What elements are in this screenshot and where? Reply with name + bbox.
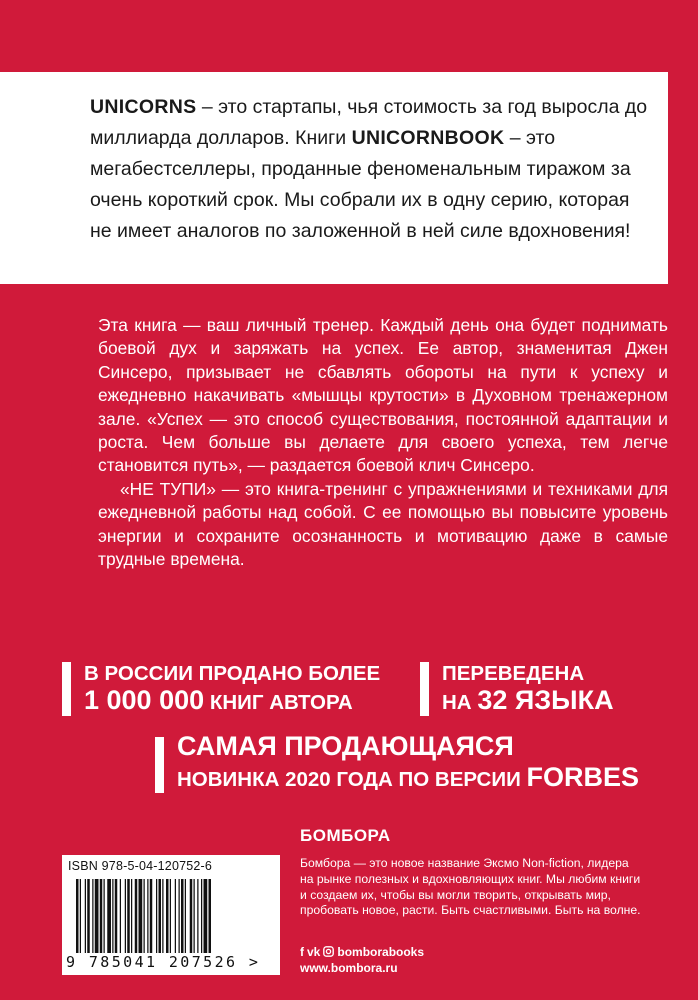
unicornbook-word: UNICORNBOOK bbox=[351, 127, 505, 149]
stat-translations: ПЕРЕВЕДЕНА НА 32 ЯЗЫКА bbox=[420, 660, 660, 720]
stat-bar bbox=[155, 737, 164, 793]
publisher-contacts bbox=[300, 944, 424, 976]
stat-russia-line1: В РОССИИ ПРОДАНО БОЛЕЕ bbox=[84, 662, 381, 685]
series-intro-text: UNICORNS – это стартапы, чья стоимость за год выросла до миллиарда долларов. Книги UNICORNBOOK – это мегабестселлеры, проданные феноменальным тиражом за очень короткий срок. Мы собрали их в одну серию, которая не имеет аналогов по заложенной в ней силе вдохновения! bbox=[90, 96, 648, 242]
publisher-description: Бомбора — это новое название Эксмо Non-fiction, лидера на рынке полезных и вдохновляющих книг. Мы любим книги и создаем их, чтобы вы могли творить, открывать мир, пробовать новое, расти. Быть счастливыми. Быть на волне. bbox=[300, 856, 641, 918]
stat-translated-line1: ПЕРЕВЕДЕНА bbox=[442, 662, 585, 685]
description-paragraph-1: Эта книга — ваш личный тренер. Каждый день она будет поднимать боевой дух и заряжать на успех. Ее автор, знаменитая Джен Синсеро, призывает не сбавлять обороты на пути к успеху и ежедневно накачивать «мышцы крутости» в Духовном тренажерном зале. «Успех — это способ существования, постоянной адаптации и роста. Чем больше вы делаете для своего успеха, тем легче становится путь», — раздается боевой клич Синсеро. bbox=[98, 315, 668, 476]
social-handle: bomborabooks bbox=[337, 945, 425, 959]
book-description bbox=[98, 314, 668, 571]
stat-russia-number: 1 000 000 bbox=[84, 685, 205, 715]
stat-bestseller-line1: САМАЯ ПРОДАЮЩАЯСЯ bbox=[177, 731, 514, 761]
website-link[interactable]: www.bombora.ru bbox=[300, 961, 398, 975]
isbn-label: ISBN 978-5-04-120752-6 bbox=[68, 859, 213, 873]
series-intro-panel bbox=[0, 72, 668, 284]
description-paragraph-2: «НЕ ТУПИ» — это книга-тренинг с упражнениями и техниками для ежедневной работы над собой. С ее помощью вы повысите уровень энергии и сохраните осознанность и мотивацию даже в самые трудные времена. bbox=[98, 478, 668, 570]
stat-translated-number: 32 ЯЗЫКА bbox=[477, 685, 614, 715]
vk-icon: vk bbox=[307, 945, 321, 959]
stat-bestseller: САМАЯ ПРОДАЮЩАЯСЯ НОВИНКА 2020 ГОДА ПО ВЕРСИИ FORBES bbox=[155, 733, 655, 797]
barcode-digits: 9 785041 207526 > bbox=[66, 953, 261, 971]
unicorns-word: UNICORNS bbox=[90, 96, 197, 118]
stat-bar bbox=[420, 662, 429, 716]
publisher-name: БОМБОРА bbox=[300, 826, 391, 845]
barcode-image bbox=[76, 879, 272, 953]
instagram-icon bbox=[323, 944, 334, 960]
stat-bar bbox=[62, 662, 71, 716]
facebook-icon: f bbox=[300, 945, 304, 959]
forbes-label: FORBES bbox=[526, 762, 640, 792]
stat-russia-sales: В РОССИИ ПРОДАНО БОЛЕЕ 1 000 000 КНИГ АВТОРА bbox=[62, 660, 382, 720]
barcode-box bbox=[62, 855, 280, 975]
